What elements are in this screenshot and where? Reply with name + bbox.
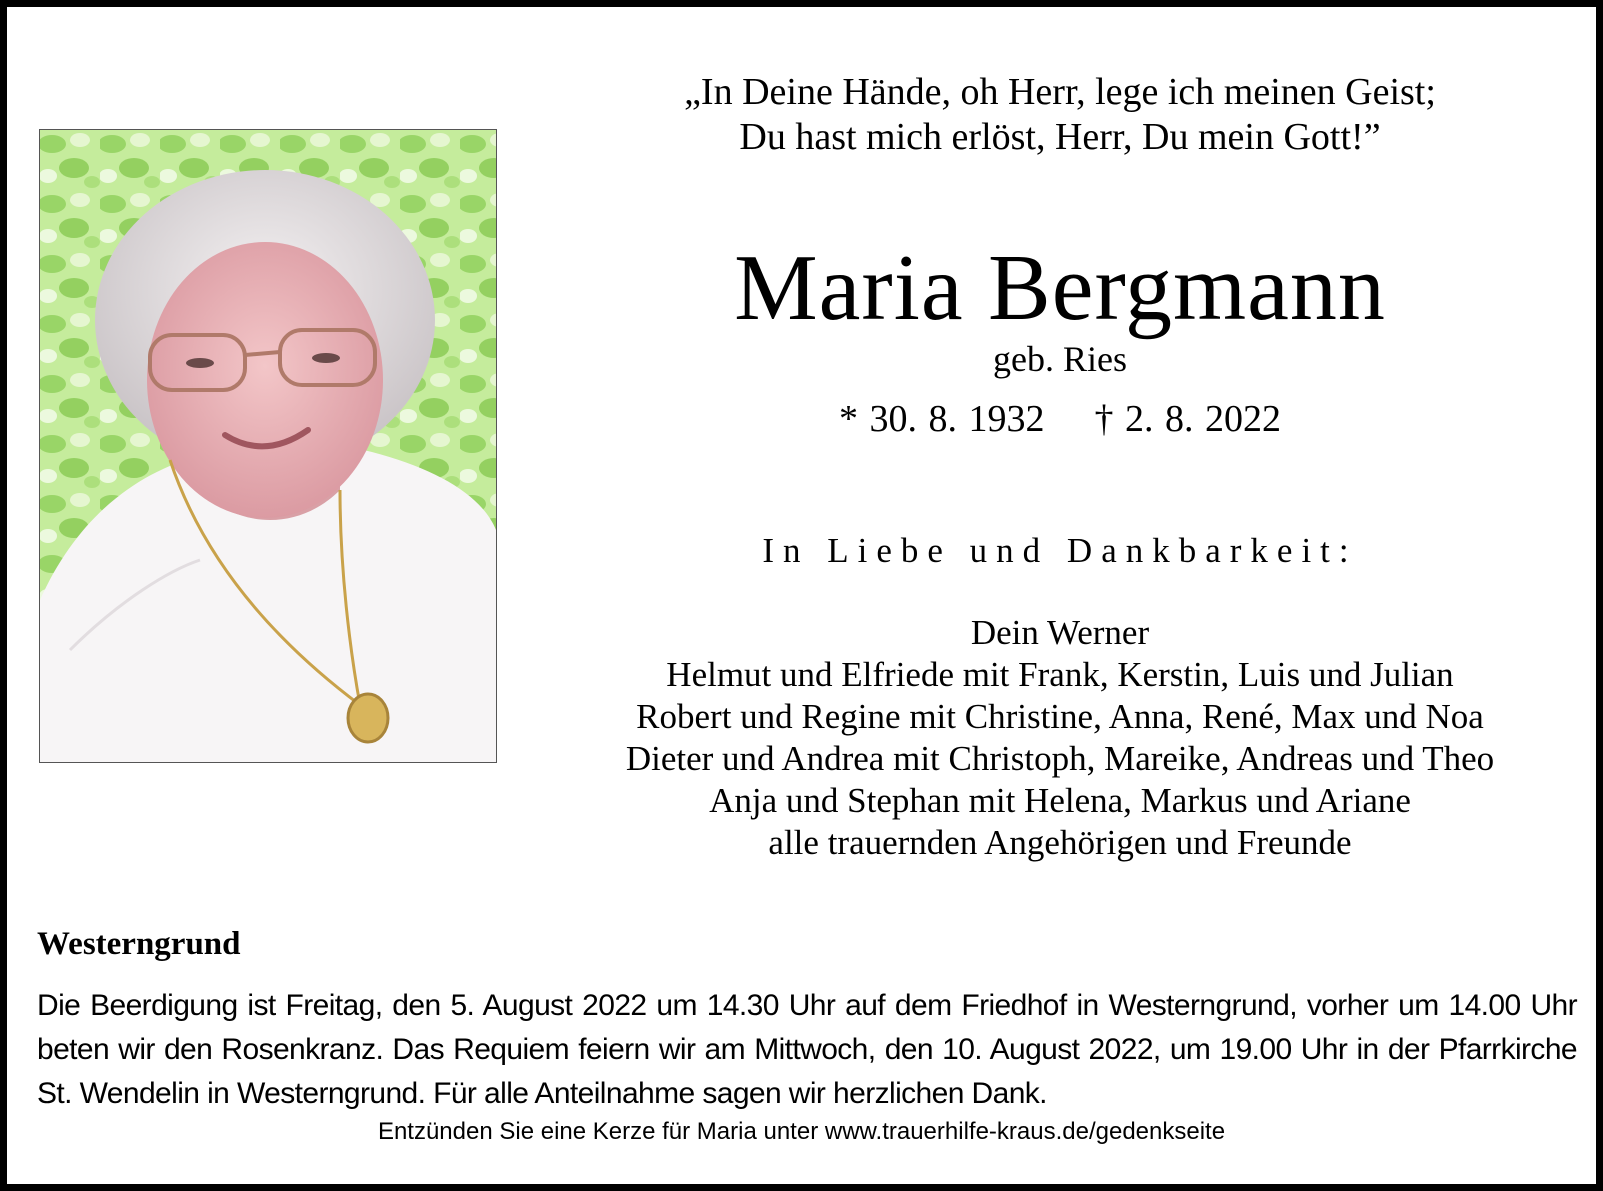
quote-line-2: Du hast mich erlöst, Herr, Du mein Gott!” xyxy=(739,116,1381,158)
family-line: alle trauernden Angehörigen und Freunde xyxy=(768,823,1352,862)
place-heading: Westerngrund xyxy=(37,926,241,962)
memorial-link-text: Entzünden Sie eine Kerze für Maria unter www.trauerhilfe-kraus.de/gedenkseite xyxy=(377,1118,1226,1145)
family-line: Helmut und Elfriede mit Frank, Kerstin, Luis und Julian xyxy=(666,655,1454,694)
funeral-notice: Die Beerdigung ist Freitag, den 5. August 2022 um 14.30 Uhr auf dem Friedhof in Westerngrund, vorher um 14.00 Uhr beten wir den Rosenkranz. Das Requiem feiern wir am Mittwoch, den 10. August 2022, um 19.00 Uhr in der Pfarrkirche St. Wendelin in Westerngrund. Für alle Anteilnahme sagen wir herzlichen Dank. xyxy=(37,989,1577,1110)
family-list xyxy=(560,612,1560,864)
family-line: Anja und Stephan mit Helena, Markus und Ariane xyxy=(709,781,1411,820)
bible-quote xyxy=(560,70,1560,160)
portrait-image xyxy=(40,130,496,762)
maiden-name: geb. Ries xyxy=(993,339,1127,379)
portrait-photo xyxy=(39,129,497,763)
quote-line-1: „In Deine Hände, oh Herr, lege ich meinen Geist; xyxy=(684,71,1436,113)
dedication-line: In Liebe und Dankbarkeit: xyxy=(762,531,1358,570)
life-dates xyxy=(560,396,1560,442)
family-line: Dein Werner xyxy=(970,613,1150,652)
family-line: Dieter und Andrea mit Christoph, Mareike, Andreas und Theo xyxy=(625,739,1495,778)
deceased-name: Maria Bergmann xyxy=(734,236,1386,340)
family-line: Robert und Regine mit Christine, Anna, René, Max und Noa xyxy=(636,697,1484,736)
birth-date: * 30. 8. 1932 xyxy=(839,398,1045,440)
death-date: † 2. 8. 2022 xyxy=(1094,398,1281,440)
